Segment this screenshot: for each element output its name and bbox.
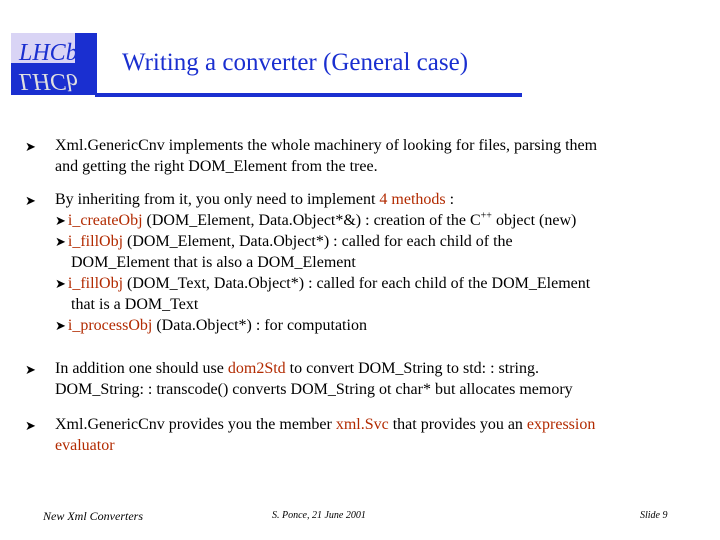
bullet-2 (55, 189, 675, 336)
logo-text: LHCb (19, 40, 78, 66)
arrowhead-bullet-icon: ➤ (55, 318, 66, 333)
bullet-4 (55, 414, 675, 456)
footer-center: S. Ponce, 21 June 2001 (272, 510, 366, 521)
method-item-process: ➤ i_processObj (Data.Object*) : for computation (55, 317, 367, 334)
svg-text:LHCb: LHCb (19, 68, 78, 94)
xmlsvc-highlight: xml.Svc (335, 416, 389, 433)
bullet-1 (55, 135, 675, 177)
dom2std-highlight: dom2Std (227, 360, 286, 377)
methods-count-highlight: 4 methods (379, 191, 446, 208)
bullet-4-line-2: evaluator (55, 437, 115, 454)
method-item-fill-element-cont: DOM_Element that is also a DOM_Element (71, 254, 356, 271)
bullet-3 (55, 358, 675, 400)
bullet-3-line-1: In addition one should use dom2Std to convert DOM_String to std: : string. (55, 360, 539, 377)
method-item-fill-element: ➤ i_fillObj (DOM_Element, Data.Object*) : called for each child of the (55, 233, 513, 250)
arrowhead-bullet-icon: ➤ (55, 234, 66, 249)
arrowhead-bullet-icon: ➤ (25, 362, 36, 377)
footer-left: New Xml Converters (43, 509, 143, 523)
bullet-4-line-1: Xml.GenericCnv provides you the member xml.Svc that provides you an expression (55, 416, 596, 433)
lhcb-logo (11, 33, 97, 95)
method-item-create: ➤ i_createObj (DOM_Element, Data.Object*&) : creation of the C++ object (new) (55, 210, 577, 229)
bullet-1-line-1: Xml.GenericCnv implements the whole machinery of looking for files, parsing them (55, 137, 598, 154)
title-underline (95, 93, 522, 97)
arrowhead-bullet-icon: ➤ (25, 418, 36, 433)
arrowhead-bullet-icon: ➤ (25, 139, 36, 154)
method-item-fill-text-cont: that is a DOM_Text (71, 296, 199, 313)
expression-highlight: expression (526, 416, 596, 433)
arrowhead-bullet-icon: ➤ (55, 276, 66, 291)
bullet-1-line-2: and getting the right DOM_Element from the tree. (55, 158, 378, 175)
arrowhead-bullet-icon: ➤ (55, 213, 66, 228)
arrowhead-bullet-icon: ➤ (25, 193, 36, 208)
footer-slide-number: Slide 9 (640, 510, 668, 521)
method-item-fill-text: ➤ i_fillObj (DOM_Text, Data.Object*) : called for each child of the DOM_Element (55, 275, 591, 292)
slide-title: Writing a converter (General case) (122, 49, 469, 76)
bullet-2-intro: By inheriting from it, you only need to implement 4 methods : (55, 191, 455, 208)
bullet-3-line-2: DOM_String: : transcode() converts DOM_String ot char* but allocates memory (55, 381, 573, 398)
